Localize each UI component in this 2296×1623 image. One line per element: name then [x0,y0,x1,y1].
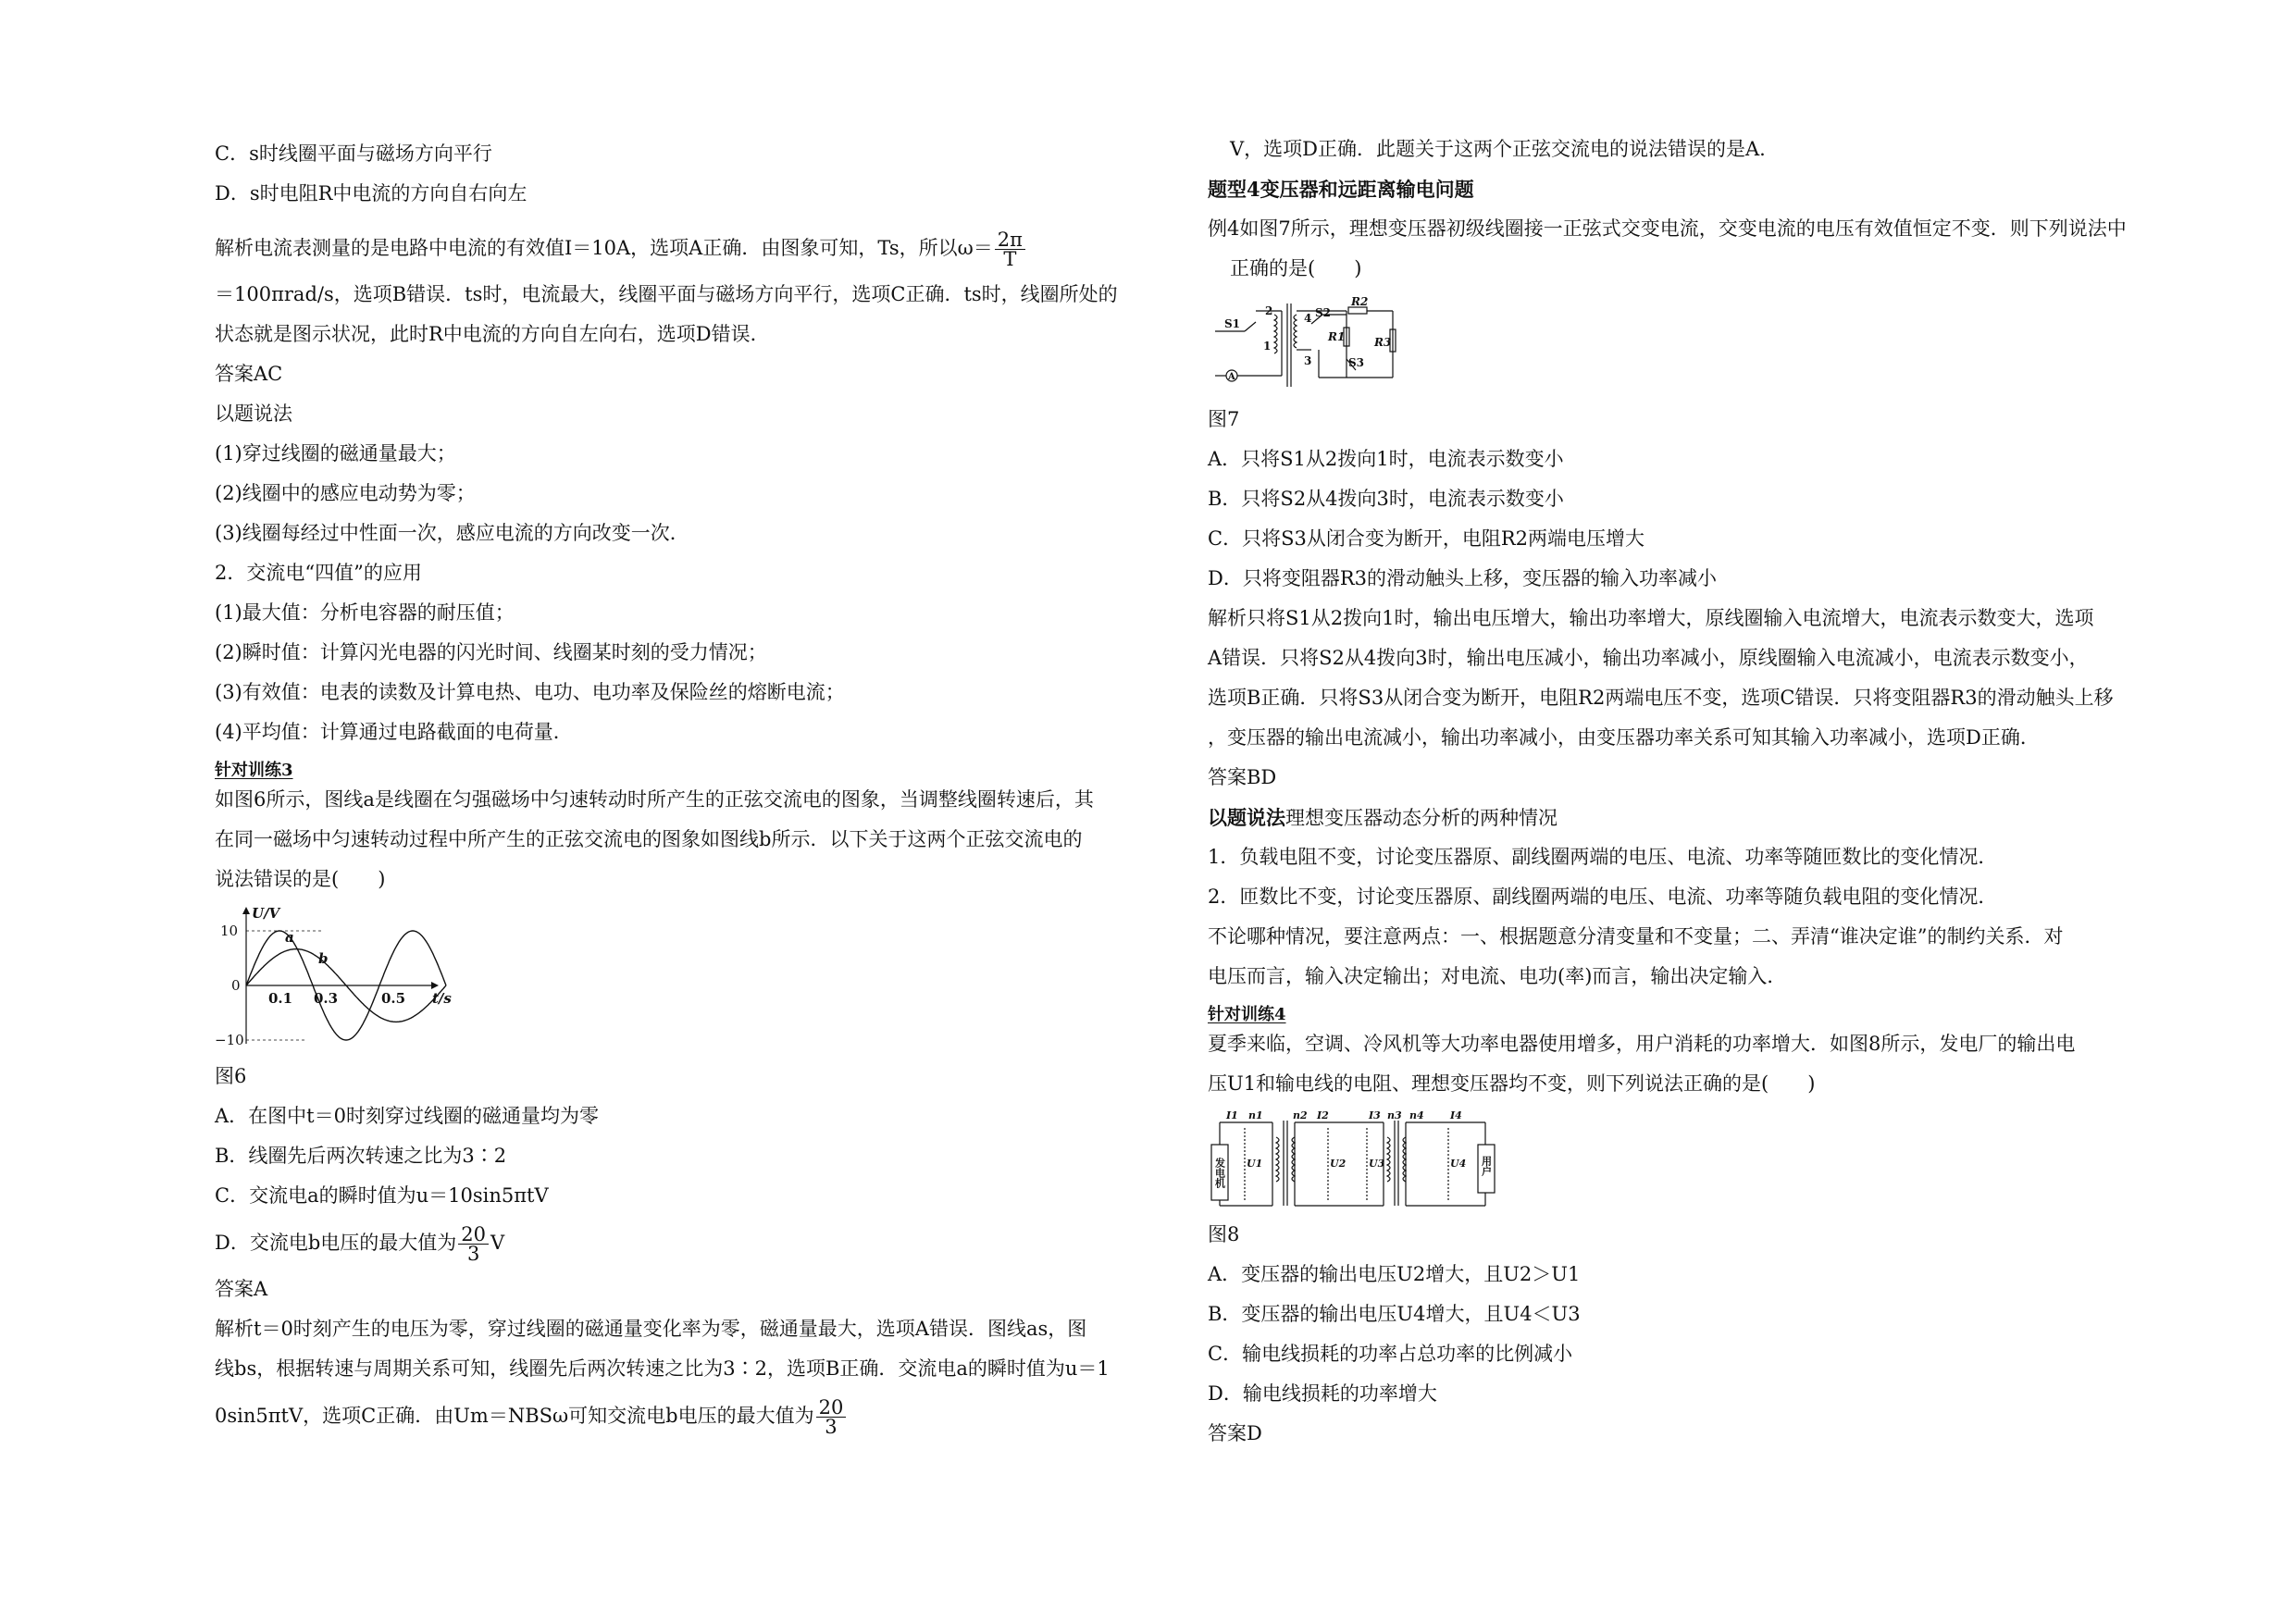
fraction-20-over-3-b [816,1398,847,1436]
analysis-1-line-3: 状态就是图示状况，此时R中电流的方向自左向右，选项D错误． [215,323,770,345]
right-column [1208,130,2138,1454]
point-2: (2)线圈中的感应电动势为零； [215,482,476,504]
analysis-1-text-a: 解析电流表测量的是电路中电流的有效值I＝10A，选项A正确．由图象可知，Ts，所以ω＝ [215,237,993,259]
fig8-user: 用户 [1480,1156,1493,1176]
point-1: (1)穿过线圈的磁通量最大； [215,442,456,465]
fig7-s3: S3 [1348,356,1365,369]
question-3-option-d [215,1216,1140,1270]
fig7-r1: R1 [1328,330,1346,343]
continuation-line: V，选项D正确．此题关于这两个正弦交流电的说法错误的是A. [1230,138,1766,160]
figure-8-circuit [1208,1109,1504,1211]
method-2-label: 以题说法 [1208,806,1285,829]
option-d-text: D．交流电b电压的最大值为 [215,1232,457,1254]
option-c: C．s时线圈平面与磁场方向平行 [215,142,492,165]
x-tick-0-3: 0.3 [314,990,339,1007]
question-4-line-1: 夏季来临，空调、冷风机等大功率电器使用增多，用户消耗的功率增大．如图8所示，发电厂的输出电 [1208,1033,2076,1055]
analysis-4-line-3: 选项B正确．只将S3从闭合变为断开，电阻R2两端电压不变，选项C错误．只将变阻器R3的滑动触头上移 [1208,687,2114,709]
example-4-option-c: C．只将S3从闭合变为断开，电阻R2两端电压增大 [1208,527,1644,550]
training-4-label: 针对训练4 [1208,1005,1286,1024]
fig7-n3: 3 [1304,354,1312,367]
x-tick-0-5: 0.5 [381,990,406,1007]
fig8-n1: n1 [1248,1109,1263,1121]
point-5: (1)最大值：分析电容器的耐压值； [215,601,515,624]
question-3-option-c: C．交流电a的瞬时值为u＝10sin5πtV [215,1184,549,1207]
question-4-option-d: D．输电线损耗的功率增大 [1208,1382,1437,1405]
y-tick-10: 10 [220,923,239,939]
fig8-i3: I3 [1369,1109,1381,1121]
rule-4: 电压而言，输入决定输出；对电流、电功(率)而言，输出决定输入． [1208,965,1787,987]
fig7-ammeter: A [1228,372,1235,382]
question-3-line-2: 在同一磁场中匀速转动过程中所产生的正弦交流电的图象如图线b所示．以下关于这两个正弦交流电的 [215,828,1083,850]
section-type-4-heading: 题型4变压器和远距离输电问题 [1208,178,1474,201]
option-d: D．s时电阻R中电流的方向自右向左 [215,182,527,204]
point-3: (3)线圈每经过中性面一次，感应电流的方向改变一次． [215,522,689,544]
y-axis-label: U/V [252,905,280,922]
point-6: (2)瞬时值：计算闪光电器的闪光时间、线圈某时刻的受力情况； [215,641,767,663]
rule-1: 1．负载电阻不变，讨论变压器原、副线圈两端的电压、电流、功率等随匝数比的变化情况． [1208,846,1998,868]
fig8-n4: n4 [1409,1109,1424,1121]
example-4-line-1: 例4如图7所示，理想变压器初级线圈接一正弦式交变电流，交变电流的电压有效值恒定不变．则下列说法中 [1208,217,2127,240]
fig8-n2: n2 [1293,1109,1308,1121]
fraction-20-over-3 [458,1225,489,1263]
analysis-3-line-1: 解析t＝0时刻产生的电压为零，穿过线圈的磁通量变化率为零，磁通量最大，选项A错误．图线as，图 [215,1318,1087,1340]
figure-6-chart [215,905,455,1053]
example-4-option-d: D．只将变阻器R3的滑动触头上移，变压器的输入功率减小 [1208,567,1718,589]
method-heading: 以题说法 [215,403,292,425]
left-column [215,130,1140,1443]
fraction-numerator: 20 [816,1398,847,1418]
fig8-u1: U1 [1247,1158,1263,1170]
analysis-3-line-2: 线bs，根据转速与周期关系可知，线圈先后两次转速之比为3∶2，选项B正确．交流电a的瞬时值为u＝1 [215,1357,1110,1380]
x-tick-0-1: 0.1 [268,990,293,1007]
question-3-option-b: B．线圈先后两次转速之比为3∶2 [215,1145,507,1167]
answer-4: 答案BD [1208,766,1277,788]
fig8-i1: I1 [1226,1109,1238,1121]
fig7-r3: R3 [1374,336,1392,349]
analysis-1-line-1 [215,221,1140,275]
rule-2: 2．匝数比不变，讨论变压器原、副线圈两端的电压、电流、功率等随负载电阻的变化情况． [1208,886,1998,908]
figure-7-circuit [1208,294,1430,396]
y-tick-0: 0 [231,977,241,994]
fig8-i4: I4 [1450,1109,1462,1121]
figure-6-caption: 图6 [215,1065,247,1087]
fig8-u2: U2 [1330,1158,1347,1170]
fraction-numerator: 2π [995,230,1025,250]
fig8-u3: U3 [1369,1158,1385,1170]
answer-3: 答案A [215,1278,268,1300]
curve-a-label: a [285,929,294,946]
question-3-line-3: 说法错误的是( ) [215,868,386,890]
fraction-numerator: 20 [458,1225,489,1245]
analysis-4-line-2: A错误．只将S2从4拨向3时，输出电压减小，输出功率减小，原线圈输入电流减小，电流表示数变小， [1208,647,2089,669]
curve-b-label: b [318,950,329,967]
fraction-denominator: T [1003,248,1017,270]
fig8-u4: U4 [1450,1158,1467,1170]
point-4: 2．交流电“四值”的应用 [215,562,422,584]
question-3-line-1: 如图6所示，图线a是线圈在匀强磁场中匀速转动时所产生的正弦交流电的图象，当调整线圈转速后，其 [215,788,1094,811]
method-2-title: 理想变压器动态分析的两种情况 [1285,807,1558,829]
answer-1: 答案AC [215,363,283,385]
analysis-3-line-3 [215,1389,1140,1443]
example-4-line-2: 正确的是( ) [1230,257,1362,279]
example-4-option-b: B．只将S2从4拨向3时，电流表示数变小 [1208,488,1564,510]
question-4-line-2: 压U1和输电线的电阻、理想变压器均不变，则下列说法正确的是( ) [1208,1072,1816,1095]
fig8-n3: n3 [1387,1109,1402,1121]
y-tick-minus-10: −10 [215,1032,244,1048]
fig7-n1: 1 [1263,340,1272,353]
fig7-n4: 4 [1304,312,1312,325]
analysis-4-line-4: ，变压器的输出电流减小，输出功率减小，由变压器功率关系可知其输入功率减小，选项D正确． [1208,726,2040,749]
question-4-option-c: C．输电线损耗的功率占总功率的比例减小 [1208,1343,1573,1365]
fig7-r2: R2 [1351,295,1369,308]
fig7-s2: S2 [1315,306,1332,319]
fraction-denominator: 3 [825,1416,838,1438]
point-8: (4)平均值：计算通过电路截面的电荷量． [215,721,573,743]
fraction-2pi-over-t [995,230,1025,268]
analysis-1-line-2: ＝100πrad/s，选项B错误．ts时，电流最大，线圈平面与磁场方向平行，选项C正确．ts时，线圈所处的 [215,283,1118,305]
fig8-i2: I2 [1317,1109,1329,1121]
training-3-label: 针对训练3 [215,761,293,780]
answer-d: 答案D [1208,1422,1262,1444]
figure-8-caption: 图8 [1208,1223,1240,1245]
figure-7-caption: 图7 [1208,408,1240,430]
question-4-option-a: A．变压器的输出电压U2增大，且U2＞U1 [1208,1263,1581,1285]
fig8-generator: 发电机 [1213,1158,1226,1188]
fraction-denominator: 3 [466,1243,480,1265]
x-axis-arrow [431,982,439,989]
rule-3: 不论哪种情况，要注意两点：一、根据题意分清变量和不变量；二、弄清“谁决定谁”的制约关系．对 [1208,925,2064,948]
option-d-unit: V [490,1232,505,1254]
question-4-option-b: B．变压器的输出电压U4增大，且U4＜U3 [1208,1303,1581,1325]
point-7: (3)有效值：电表的读数及计算电热、电功、电功率及保险丝的熔断电流； [215,681,845,703]
y-axis-arrow [242,907,250,914]
fig7-n2: 2 [1265,304,1273,317]
analysis-3-text-c: 0sin5πtV，选项C正确．由Um＝NBSω可知交流电b电压的最大值为 [215,1405,814,1427]
example-4-option-a: A．只将S1从2拨向1时，电流表示数变小 [1208,448,1564,470]
fig7-s1: S1 [1224,317,1241,330]
method-2-heading [1208,798,2138,837]
x-axis-label: t/s [432,990,452,1007]
question-3-option-a: A．在图中t＝0时刻穿过线圈的磁通量均为零 [215,1105,599,1127]
analysis-4-line-1: 解析只将S1从2拨向1时，输出电压增大，输出功率增大，原线圈输入电流增大，电流表示数变大，选项 [1208,607,2094,629]
